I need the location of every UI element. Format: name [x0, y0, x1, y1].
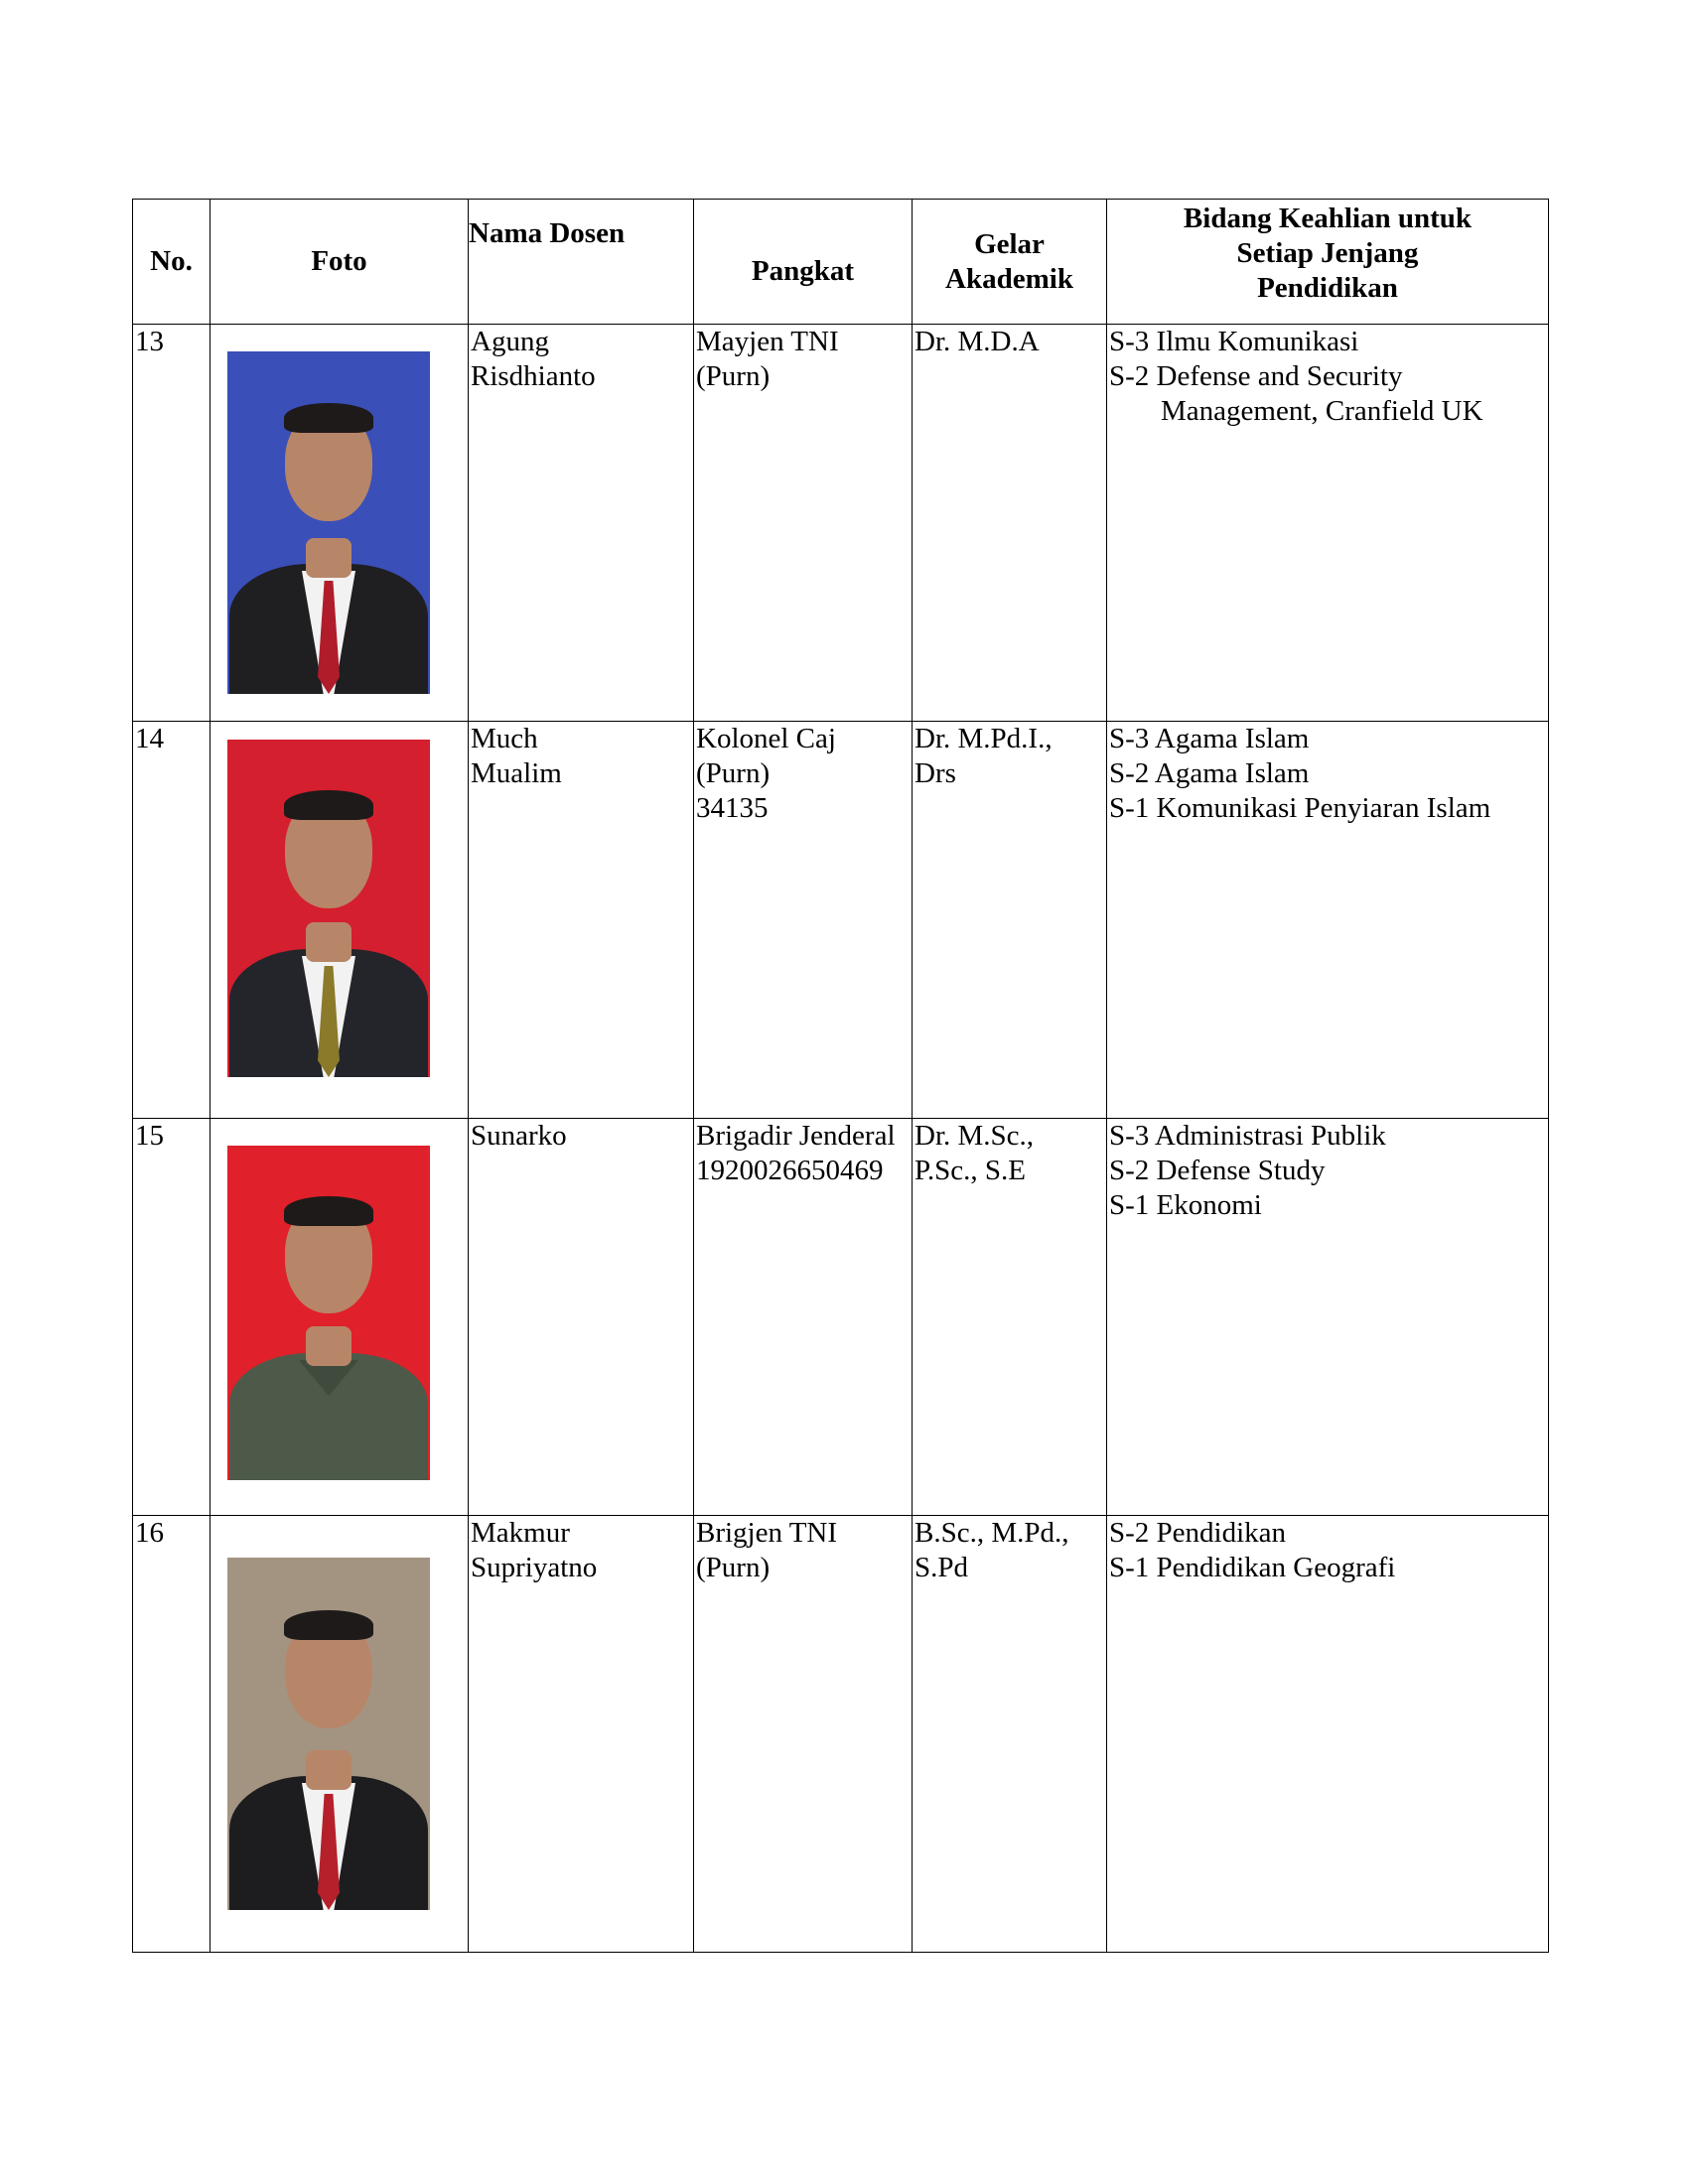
portrait-hair	[284, 1196, 373, 1226]
rank-line: 1920026650469	[696, 1155, 884, 1186]
header-nama-dosen: Nama Dosen	[469, 200, 694, 325]
rank-line: (Purn)	[696, 1552, 771, 1583]
portrait-neck	[306, 922, 352, 962]
table-row	[133, 1516, 1549, 1953]
table-row	[133, 722, 1549, 1119]
lecturer-name-cell	[469, 1516, 694, 1953]
expertise-line: S-3 Administrasi Publik	[1109, 1120, 1386, 1152]
table-row	[133, 325, 1549, 722]
photo-cell	[211, 722, 469, 1119]
rank-cell	[694, 1119, 913, 1516]
header-foto: Foto	[211, 200, 469, 325]
expertise-line: S-3 Agama Islam	[1109, 723, 1310, 754]
rank-line: (Purn)	[696, 757, 771, 789]
academic-degree-cell	[913, 325, 1107, 722]
academic-degree-line: Drs	[914, 757, 956, 789]
lecturer-name-cell	[469, 1119, 694, 1516]
photo-cell	[211, 1516, 469, 1953]
rank-line: Kolonel Caj	[696, 723, 836, 754]
row-number-text: 13	[135, 326, 164, 357]
lecturer-table	[132, 199, 1549, 1953]
lecturer-name: Makmur Supriyatno	[471, 1517, 598, 1583]
photo-cell	[211, 325, 469, 722]
portrait-hair	[284, 1610, 373, 1640]
rank-line: (Purn)	[696, 360, 771, 392]
lecturer-photo	[227, 1146, 430, 1480]
academic-degree-cell	[913, 1516, 1107, 1953]
expertise-cell	[1107, 325, 1549, 722]
header-row	[133, 200, 1549, 325]
academic-degree-cell	[913, 1119, 1107, 1516]
lecturer-name: Agung Risdhianto	[471, 326, 596, 392]
header-pangkat: Pangkat	[694, 200, 913, 325]
academic-degree-line: P.Sc., S.E	[914, 1155, 1027, 1186]
expertise-line: S-2 Pendidikan	[1109, 1517, 1287, 1549]
portrait-neck	[306, 538, 352, 578]
expertise-line: S-2 Defense Study	[1109, 1155, 1326, 1186]
expertise-line: S-2 Defense and Security	[1109, 360, 1403, 392]
academic-degree-line: S.Pd	[914, 1552, 969, 1583]
academic-degree-cell	[913, 722, 1107, 1119]
academic-degree-line: Dr. M.D.A	[914, 326, 1040, 357]
academic-degree-line: B.Sc., M.Pd.,	[914, 1517, 1069, 1549]
row-number-text: 14	[135, 723, 164, 754]
rank-line: 34135	[696, 792, 769, 824]
row-number	[133, 1119, 211, 1516]
expertise-line: S-1 Ekonomi	[1109, 1189, 1262, 1221]
lecturer-name: Much Mualim	[471, 723, 562, 789]
row-number-text: 15	[135, 1120, 164, 1152]
expertise-cell	[1107, 1119, 1549, 1516]
photo-cell	[211, 1119, 469, 1516]
expertise-line: S-1 Pendidikan Geografi	[1109, 1552, 1396, 1583]
lecturer-photo	[227, 351, 430, 694]
header-gelar-akademik: Gelar Akademik	[913, 200, 1107, 325]
expertise-cell	[1107, 1516, 1549, 1953]
portrait-neck	[306, 1326, 352, 1366]
academic-degree-line: Dr. M.Pd.I.,	[914, 723, 1053, 754]
portrait-neck	[306, 1750, 352, 1790]
header-no: No.	[133, 200, 211, 325]
rank-line: Brigadir Jenderal	[696, 1120, 896, 1152]
portrait-hair	[284, 403, 373, 433]
expertise-line: Management, Cranfield UK	[1161, 395, 1483, 427]
lecturer-name-cell	[469, 325, 694, 722]
rank-cell	[694, 1516, 913, 1953]
header-bidang-keahlian: Bidang Keahlian untuk Setiap Jenjang Pendidikan	[1107, 200, 1549, 325]
expertise-line: S-3 Ilmu Komunikasi	[1109, 326, 1359, 357]
table-row	[133, 1119, 1549, 1516]
lecturer-name: Sunarko	[471, 1120, 567, 1152]
rank-line: Brigjen TNI	[696, 1517, 838, 1549]
row-number	[133, 1516, 211, 1953]
lecturer-photo	[227, 740, 430, 1077]
portrait-hair	[284, 790, 373, 820]
rank-cell	[694, 325, 913, 722]
expertise-cell	[1107, 722, 1549, 1119]
rank-cell	[694, 722, 913, 1119]
rank-line: Mayjen TNI	[696, 326, 839, 357]
expertise-line: S-2 Agama Islam	[1109, 757, 1310, 789]
academic-degree-line: Dr. M.Sc.,	[914, 1120, 1035, 1152]
row-number-text: 16	[135, 1517, 164, 1549]
lecturer-name-cell	[469, 722, 694, 1119]
row-number	[133, 722, 211, 1119]
row-number	[133, 325, 211, 722]
lecturer-photo	[227, 1558, 430, 1910]
expertise-line: S-1 Komunikasi Penyiaran Islam	[1109, 792, 1491, 824]
